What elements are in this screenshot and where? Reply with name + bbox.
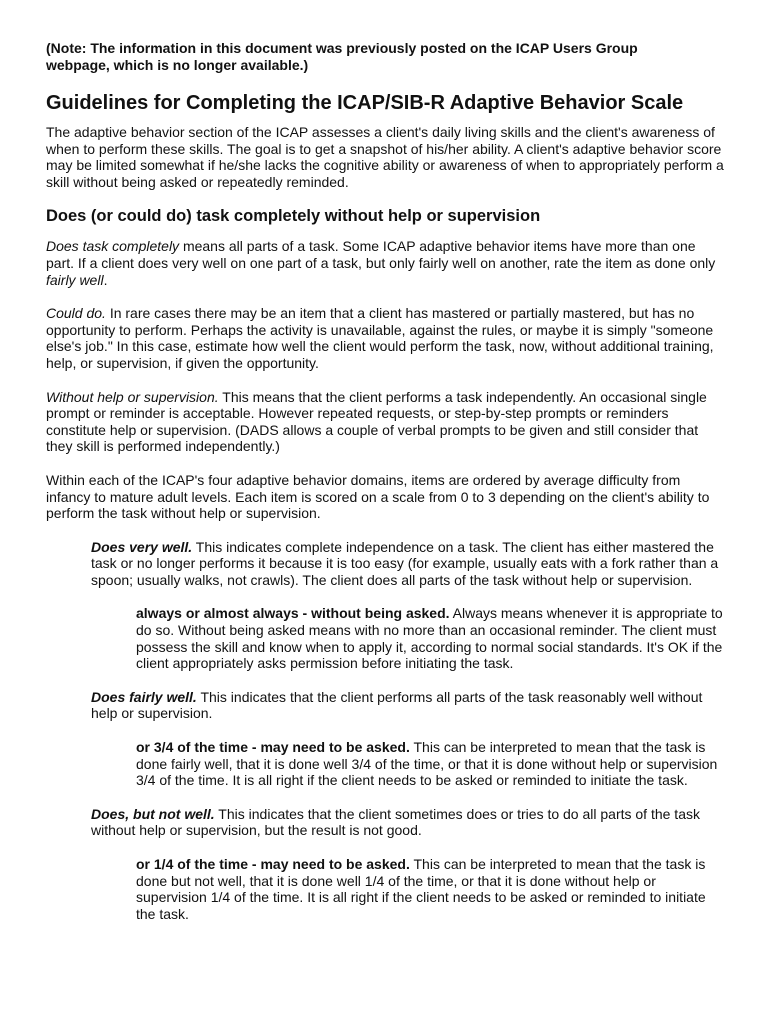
rating-always-detail [136,605,728,671]
rating-sub-text: Always means whenever it is appropriate to do so. Without being asked means with no more than an occasional reminder. The client must possess the skill and know when to apply it, according to normal social standards. It's OK if the client appropriately asks permission before initiating the task. [136,605,723,672]
document-page [46,40,726,922]
without-help-paragraph [46,389,726,455]
could-do-term: Could do. [46,305,106,322]
rating-sub-text: This can be interpreted to mean that the task is done fairly well, that it is done well 3/4 of the time, or that it is done without help or supervision 3/4 of the time. It is all right if the client needs to be asked or reminded to initiate the task. [136,739,718,789]
rating-three-quarters-detail [136,739,728,789]
rating-sub-text: This can be interpreted to mean that the task is done but not well, that it is done well 1/4 of the time, or that it is done without help or supervision 1/4 of the time. It is all right if the client needs to be asked or reminded to initiate the task. [136,856,706,922]
without-help-text: This means that the client performs a task independently. An occasional single prompt or reminder is acceptable. However repeated requests, or step-by-step prompts or reminders constitute help or supervision. (DADS allows a couple of verbal prompts to be given and still consider that they skill is performed independently.) [46,388,707,455]
rating-does-but-not-well [91,806,728,839]
availability-note: (Note: The information in this document was previously posted on the ICAP Users Group webpage, which is no longer available.) [46,40,638,73]
does-completely-text: means all parts of a task. Some ICAP adaptive behavior items have more than one part. If a client does very well on one part of a task, but only fairly well on another, rate the item as done only [46,238,716,271]
rating-term: Does fairly well. [91,688,197,705]
rating-does-very-well [91,539,728,589]
fairly-well-term: fairly well [46,271,104,288]
rating-one-quarter-detail [136,856,728,922]
does-completely-paragraph [46,238,726,288]
rating-term: Does very well. [91,538,193,555]
domains-paragraph: Within each of the ICAP's four adaptive behavior domains, items are ordered by average difficulty from infancy to mature adult levels. Each item is scored on a scale from 0 to 3 depending on the client's ability to perform the task without help or supervision. [46,471,710,522]
rating-text: This indicates that the client performs all parts of the task reasonably well without help or supervision. [91,688,703,722]
section-heading: Does (or could do) task completely without help or supervision [46,207,541,226]
rating-term: Does, but not well. [91,805,215,822]
does-completely-end: . [103,271,108,288]
rating-text: This indicates that the client sometimes does or tries to do all parts of the task without help or supervision, but the result is not good. [91,805,700,839]
could-do-paragraph [46,305,726,371]
could-do-text: In rare cases there may be an item that a client has mastered or partially mastered, but has no opportunity to perform. Perhaps the activity is unavailable, against the rules, or maybe it is simply "someone else's job." In this case, estimate how well the client would perform the task, now, without additional training, help, or supervision, if given the opportunity. [46,305,714,371]
intro-paragraph: The adaptive behavior section of the ICAP assesses a client's daily living skills and the client's awareness of when to perform these skills. The goal is to get a snapshot of his/her ability. A client's adaptive behavior score may be limited somewhat if he/she lacks the cognitive ability or awareness of when to appropriately perform a skill without being asked or repeatedly reminded. [46,124,724,190]
page-title: Guidelines for Completing the ICAP/SIB-R Adaptive Behavior Scale [46,92,684,114]
rating-sub-term: or 1/4 of the time - may need to be asked. [136,856,410,872]
does-completely-term: Does task completely [46,238,180,255]
rating-sub-term: always or almost always - without being asked. [136,605,450,622]
rating-sub-term: or 3/4 of the time - may need to be asked. [136,739,410,756]
rating-text: This indicates complete independence on a task. The client has either mastered the task or no longer performs it because it is too easy (for example, usually eats with a fork rather than a spoon; usually walks, not crawls). The client does all parts of the task without help or supervision. [91,538,719,588]
without-help-term: Without help or supervision. [46,388,219,405]
rating-does-fairly-well [91,689,728,722]
